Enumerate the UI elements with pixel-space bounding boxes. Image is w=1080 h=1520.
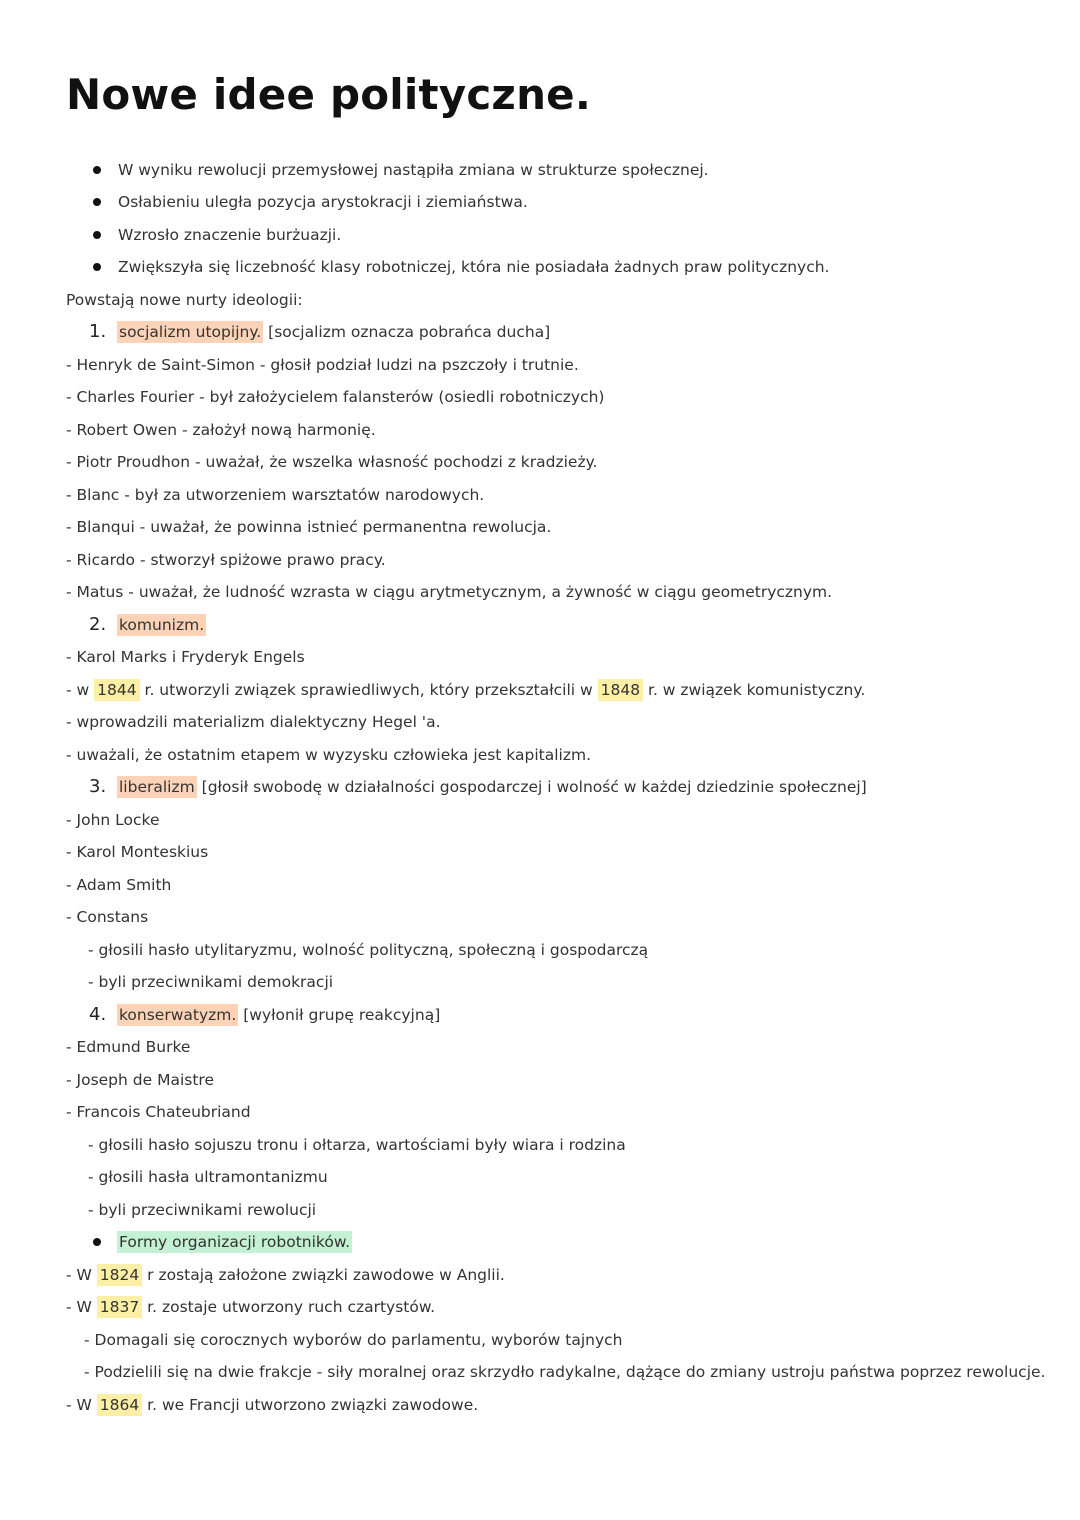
list-item: - Francois Chateubriand [66,1103,251,1121]
text-fragment: r. w związek komunistyczny. [643,681,866,699]
sub-item: - byli przeciwnikami rewolucji [88,1201,317,1219]
year-highlight: 1864 [97,1394,142,1416]
list-item: - wprowadzili materializm dialektyczny Hegel 'a. [66,713,441,731]
section-number: 3. [89,776,107,797]
year-highlight: 1837 [97,1296,142,1318]
list-item: - Constans [66,908,149,926]
section-heading [117,1226,352,1258]
list-item: - Piotr Proudhon - uważał, że wszelka własność pochodzi z kradzieży. [66,453,598,471]
text-fragment: - W [66,1298,97,1316]
page-title: Nowe idee polityczne. [66,70,592,119]
section-heading [117,771,867,803]
intro-bullet: Osłabieniu uległa pozycja arystokracji i ziemiaństwa. [118,193,528,211]
intro-text: Powstają nowe nurty ideologii: [66,291,303,309]
bullet-dot [93,1238,101,1246]
term-note: [głosił swobodę w działalności gospodarczej i wolność w każdej dziedzinie społecznej] [196,778,867,796]
list-item: - Henryk de Saint-Simon - głosił podział ludzi na pszczoły i trutnie. [66,356,579,374]
bullet-dot [93,263,101,271]
list-item: - Blanc - był za utworzeniem warsztatów narodowych. [66,486,485,504]
sub-item: - głosili hasła ultramontanizmu [88,1168,328,1186]
section-heading [117,316,550,348]
section-highlight: Formy organizacji robotników. [119,1233,351,1251]
term-highlight: liberalizm [119,778,195,796]
intro-bullet: Zwiększyła się liczebność klasy robotniczej, która nie posiadała żadnych praw politycznych. [118,258,830,276]
list-item: - Matus - uważał, że ludność wzrasta w ciągu arytmetycznym, a żywność w ciągu geometrycznym. [66,583,833,601]
text-fragment: - w [66,681,95,699]
term-highlight: konserwatyzm. [119,1006,237,1024]
bullet-dot [93,198,101,206]
text-fragment: r. zostaje utworzony ruch czartystów. [142,1298,436,1316]
list-item [66,1259,505,1291]
year-highlight: 1844 [94,679,139,701]
sub-item: - Podzielili się na dwie frakcje - siły moralnej oraz skrzydło radykalne, dążące do zmiany ustroju państwa poprzez rewolucje. [84,1363,1046,1381]
list-item: - Robert Owen - założył nową harmonię. [66,421,376,439]
text-fragment: r. we Francji utworzono związki zawodowe. [142,1396,479,1414]
list-item: - Edmund Burke [66,1038,191,1056]
list-item [66,674,865,706]
bullet-dot [93,231,101,239]
list-item: - uważali, że ostatnim etapem w wyzysku człowieka jest kapitalizm. [66,746,592,764]
section-number: 1. [89,321,107,342]
text-fragment: r. utworzyli związek sprawiedliwych, który przekształcili w [139,681,598,699]
section-heading [117,609,206,641]
list-item: - Charles Fourier - był założycielem falansterów (osiedli robotniczych) [66,388,605,406]
list-item: - Joseph de Maistre [66,1071,214,1089]
text-fragment: - W [66,1266,97,1284]
list-item [66,1389,478,1421]
term-highlight: socjalizm utopijny. [119,323,262,341]
section-number: 2. [89,614,107,635]
intro-bullet: W wyniku rewolucji przemysłowej nastąpiła zmiana w strukturze społecznej. [118,161,709,179]
list-item: - Blanqui - uważał, że powinna istnieć permanentna rewolucja. [66,518,552,536]
term-highlight: komunizm. [119,616,205,634]
text-fragment: - W [66,1396,97,1414]
term-note: [wyłonił grupę reakcyjną] [238,1006,441,1024]
list-item: - Adam Smith [66,876,172,894]
sub-item: - Domagali się corocznych wyborów do parlamentu, wyborów tajnych [84,1331,623,1349]
sub-item: - głosili hasło utylitaryzmu, wolność polityczną, społeczną i gospodarczą [88,941,649,959]
year-highlight: 1824 [97,1264,142,1286]
list-item: - John Locke [66,811,160,829]
section-number: 4. [89,1004,107,1025]
sub-item: - głosili hasło sojuszu tronu i ołtarza, wartościami były wiara i rodzina [88,1136,626,1154]
list-item: - Karol Marks i Fryderyk Engels [66,648,305,666]
sub-item: - byli przeciwnikami demokracji [88,973,334,991]
bullet-dot [93,166,101,174]
term-note: [socjalizm oznacza pobrańca ducha] [263,323,551,341]
list-item [66,1291,435,1323]
text-fragment: r zostają założone związki zawodowe w Anglii. [142,1266,505,1284]
list-item: - Karol Monteskius [66,843,209,861]
list-item: - Ricardo - stworzył spiżowe prawo pracy. [66,551,386,569]
intro-bullet: Wzrosło znaczenie burżuazji. [118,226,342,244]
section-heading [117,999,440,1031]
year-highlight: 1848 [598,679,643,701]
